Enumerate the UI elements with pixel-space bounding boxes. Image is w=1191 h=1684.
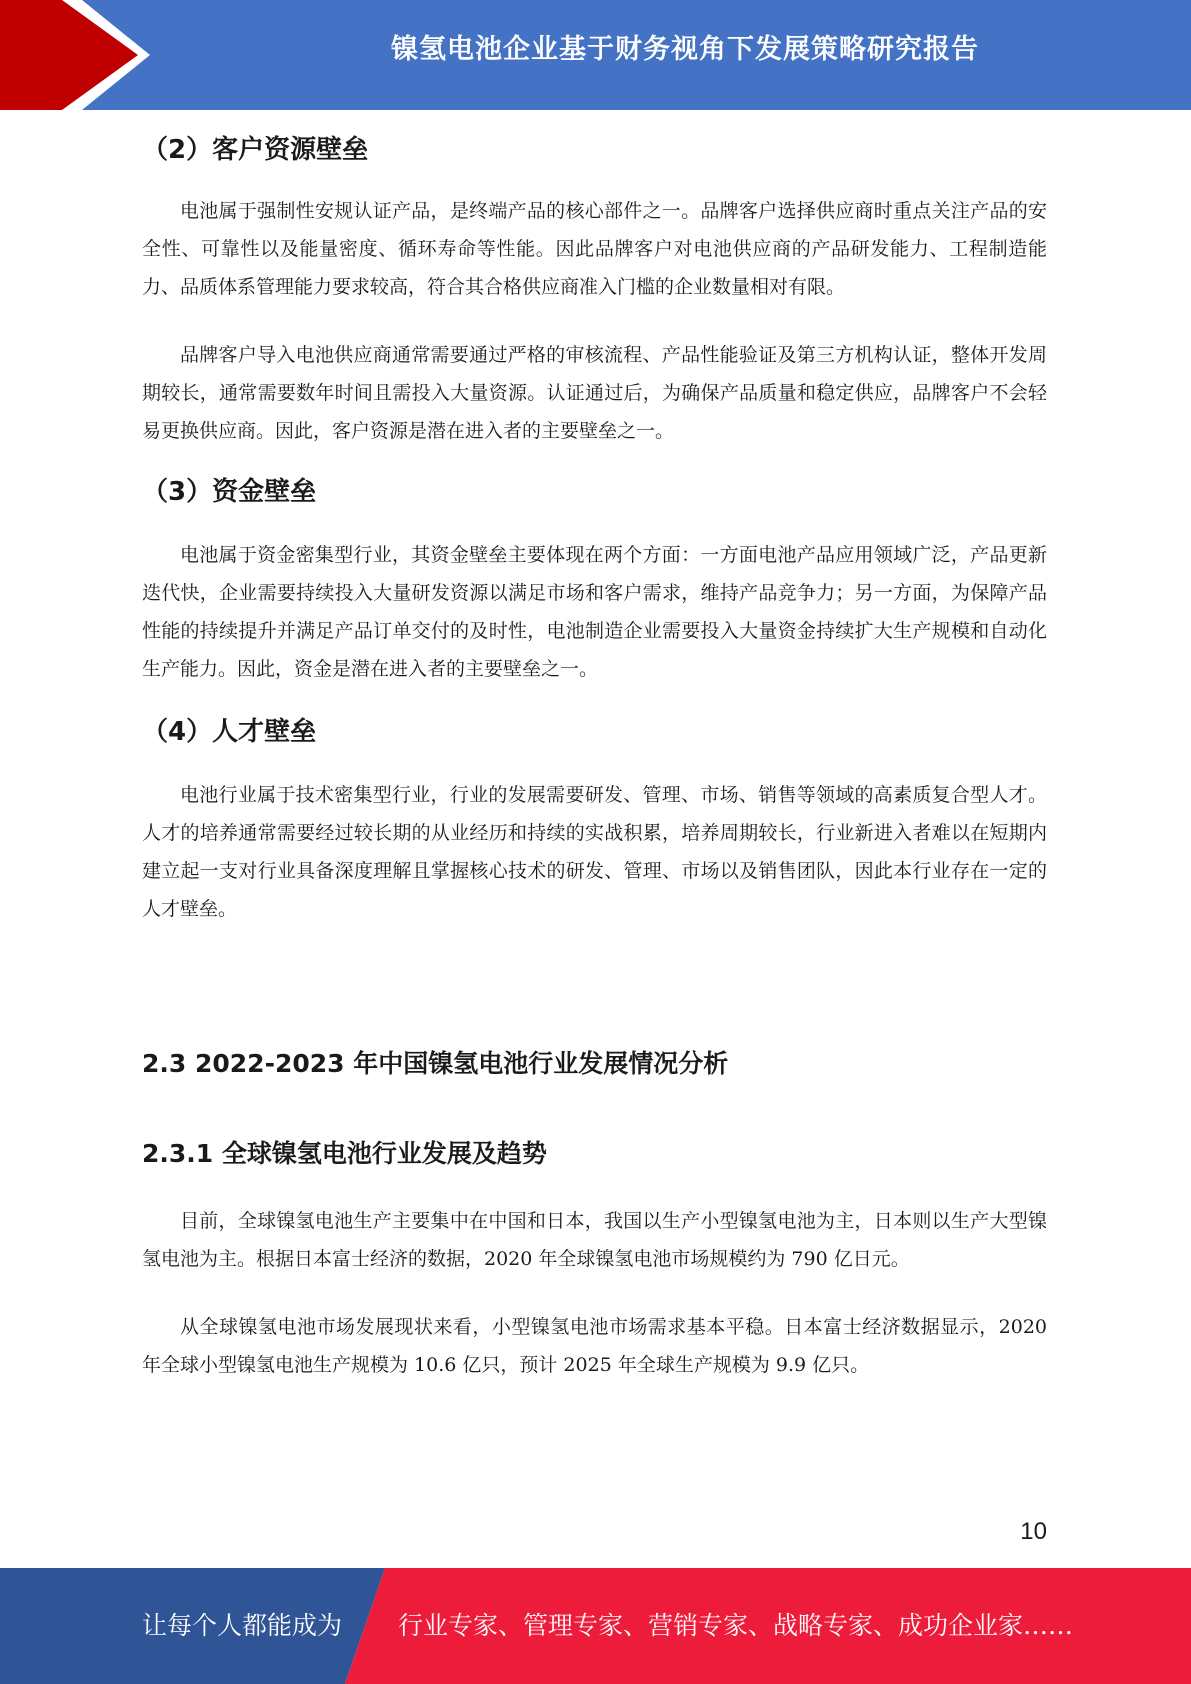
footer-slogan-left: 让每个人都能成为 (142, 1611, 343, 1640)
section-heading-customer-barrier: （2）客户资源壁垒 (142, 135, 369, 165)
paragraph: 从全球镍氢电池市场发展现状来看，小型镍氢电池市场需求基本平稳。日本富士经济数据显示，2020 年全球小型镍氢电池生产规模为 10.6 亿只，预计 2025 年全球生产规模为 9.9 亿只。 (142, 1316, 1047, 1376)
paragraph: 电池属于资金密集型行业，其资金壁垒主要体现在两个方面：一方面电池产品应用领域广泛，产品更新迭代快，企业需要持续投入大量研发资源以满足市场和客户需求，维持产品竞争力；另一方面，为保障产品性能的持续提升并满足产品订单交付的及时性，电池制造企业需要投入大量资金持续扩大生产规模和自动化生产能力。因此，资金是潜在进入者的主要壁垒之一。 (142, 544, 1047, 680)
section-heading-capital-barrier: （3）资金壁垒 (142, 477, 317, 507)
footer-slogan-right: 行业专家、管理专家、营销专家、战略专家、成功企业家…… (398, 1611, 1074, 1640)
section-heading-2-3: 2.3 2022-2023 年中国镍氢电池行业发展情况分析 (142, 1049, 729, 1078)
paragraph: 品牌客户导入电池供应商通常需要通过严格的审核流程、产品性能验证及第三方机构认证，整体开发周期较长，通常需要数年时间且需投入大量资源。认证通过后，为确保产品质量和稳定供应，品牌客户不会轻易更换供应商。因此，客户资源是潜在进入者的主要壁垒之一。 (142, 344, 1047, 442)
header-title: 镍氢电池企业基于财务视角下发展策略研究报告 (391, 34, 979, 65)
section-heading-2-3-1: 2.3.1 全球镍氢电池行业发展及趋势 (142, 1139, 547, 1168)
footer-band (0, 1568, 1191, 1684)
section-heading-talent-barrier: （4）人才壁垒 (142, 717, 317, 747)
paragraph: 目前，全球镍氢电池生产主要集中在中国和日本，我国以生产小型镍氢电池为主，日本则以生产大型镍氢电池为主。根据日本富士经济的数据，2020 年全球镍氢电池市场规模约为 790 亿日元。 (142, 1210, 1047, 1270)
page-number: 10 (1020, 1518, 1047, 1545)
paragraph: 电池属于强制性安规认证产品，是终端产品的核心部件之一。品牌客户选择供应商时重点关注产品的安全性、可靠性以及能量密度、循环寿命等性能。因此品牌客户对电池供应商的产品研发能力、工程制造能力、品质体系管理能力要求较高，符合其合格供应商准入门槛的企业数量相对有限。 (142, 200, 1047, 298)
main-content (142, 118, 1047, 1384)
paragraph: 电池行业属于技术密集型行业，行业的发展需要研发、管理、市场、销售等领域的高素质复合型人才。人才的培养通常需要经过较长期的从业经历和持续的实战积累，培养周期较长，行业新进入者难以在短期内建立起一支对行业具备深度理解且掌握核心技术的研发、管理、市场以及销售团队，因此本行业存在一定的人才壁垒。 (142, 784, 1047, 920)
header-band (0, 0, 1191, 110)
